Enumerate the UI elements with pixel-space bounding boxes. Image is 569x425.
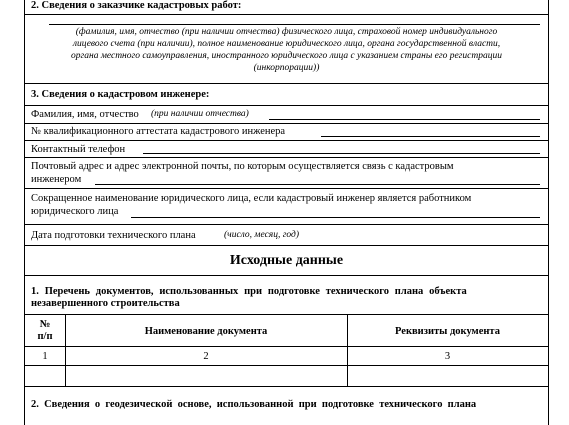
table-divider-1 — [65, 315, 66, 386]
date-hint: (число, месяц, год) — [224, 230, 300, 240]
section3-title: 3. Сведения о кадастровом инженере: — [31, 89, 210, 100]
address-label-1: Почтовый адрес и адрес электронной почты, по которым осуществляется связь с кадастровым — [31, 161, 454, 172]
document-sheet — [24, 0, 549, 425]
doc-table-header — [25, 315, 548, 347]
org-label-2: юридического лица — [31, 206, 119, 217]
section3-org-row — [25, 189, 548, 225]
section2-body-row — [25, 15, 548, 84]
source-heading-row — [25, 247, 548, 276]
section2-title: 2. Сведения о заказчике кадастровых работ: — [31, 0, 242, 11]
col-num-header-2: п/п — [37, 331, 53, 342]
col-details-index: 3 — [444, 351, 451, 362]
address-label-2: инженером — [31, 174, 82, 185]
section2-note-2: лицевого счета (при наличии), полное наименование юридического лица, органа государственной власти, — [72, 39, 501, 49]
section3-date-row — [25, 225, 548, 246]
col-name-index: 2 — [203, 351, 209, 362]
section2-title-row — [25, 0, 548, 15]
item1-title-1: 1. Перечень документов, использованных при подготовке технического плана объекта — [31, 286, 467, 297]
section3-address-row — [25, 158, 548, 189]
item1-title-2: незавершенного строительства — [31, 298, 180, 309]
phone-label: Контактный телефон — [31, 144, 126, 155]
org-label-1: Сокращенное наименование юридического лица, если кадастровый инженер является работником — [31, 193, 472, 204]
source-heading: Исходные данные — [229, 253, 344, 268]
section3-phone-row — [25, 141, 548, 158]
doc-table-empty-row[interactable] — [25, 366, 548, 387]
col-num-header-1: № — [39, 319, 51, 330]
engineer-name-hint: (при наличии отчества) — [151, 109, 249, 119]
col-num-index: 1 — [42, 351, 48, 362]
section2-note-1: (фамилия, имя, отчество (при наличии отчества) физического лица, страховой номер индивидуального — [75, 27, 498, 37]
customer-fill-line — [49, 24, 540, 25]
section2-note-3: органа местного самоуправления, иностранного юридического лица с указанием страны его регистрации — [71, 51, 502, 61]
cert-field[interactable] — [321, 136, 540, 137]
engineer-name-field[interactable] — [269, 119, 540, 120]
section3-title-row — [25, 84, 548, 104]
doc-table-number-row — [25, 347, 548, 366]
org-field[interactable] — [131, 217, 540, 218]
item1-title-row — [25, 277, 548, 315]
item2-title-row — [25, 388, 548, 418]
section2-note-4: (инкорпорации)) — [253, 63, 320, 73]
table-divider-2 — [347, 315, 348, 386]
date-label: Дата подготовки технического плана — [31, 230, 196, 241]
engineer-name-label: Фамилия, имя, отчество — [31, 109, 139, 120]
col-details-header: Реквизиты документа — [395, 326, 500, 337]
item2-title-1: 2. Сведения о геодезической основе, использованной при подготовке технического плана — [31, 399, 477, 410]
cert-label: № квалификационного аттестата кадастрового инженера — [31, 126, 286, 137]
phone-field[interactable] — [143, 153, 540, 154]
address-field[interactable] — [95, 184, 540, 185]
section3-cert-row — [25, 123, 548, 141]
section3-name-row — [25, 105, 548, 124]
col-name-header: Наименование документа — [144, 326, 268, 337]
